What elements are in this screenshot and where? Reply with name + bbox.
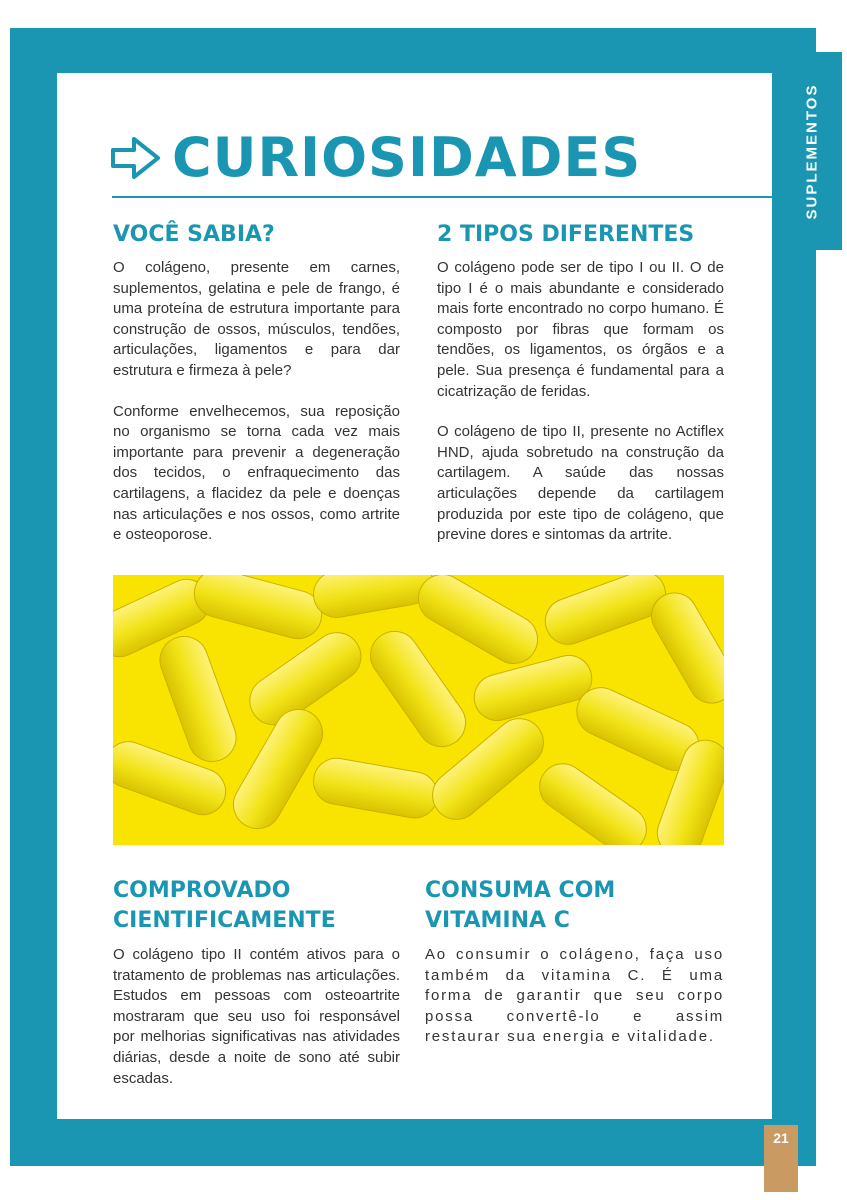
paragraph: O colágeno, presente em carnes, suplementos, gelatina e pele de frango, é uma proteína de estrutura importante para construção de ossos, músculos, tendões, articulações, ligamentos e para dar estrutura e firmeza à pele? <box>113 259 400 379</box>
voce-sabia-body <box>113 258 400 546</box>
capsules-photo <box>113 575 724 845</box>
paragraph: Ao consumir o colágeno, faça uso também da vitamina C. É uma forma de garantir que seu corpo possa convertê-lo e assim restaurar sua energia e vitalidade. <box>425 946 724 1046</box>
section-tab-label <box>782 52 842 250</box>
vitamina-c-body <box>425 945 724 1048</box>
section-tab-text: SUPLEMENTOS <box>803 83 821 219</box>
page-number: 21 <box>773 1130 789 1146</box>
paragraph: O colágeno tipo II contém ativos para o tratamento de problemas nas articulações. Estudos em pessoas com osteoartrite mostraram que seu uso foi responsável por melhorias significativas nas atividades diárias, desde a noite de sono até subir escadas. <box>113 946 400 1087</box>
paragraph: Conforme envelhecemos, sua reposição no organismo se torna cada vez mais importante para prevenir a degeneração dos tecidos, o enfraquecimento das cartilagens, a flacidez da pele e doenças nas articulações e nos ossos, como artrite e osteoporose. <box>113 402 400 544</box>
heading-dois-tipos: 2 TIPOS DIFERENTES <box>437 222 695 247</box>
title-divider <box>112 196 780 198</box>
heading-voce-sabia: VOCÊ SABIA? <box>113 222 275 247</box>
heading-line: COMPROVADO <box>113 878 291 903</box>
dois-tipos-body <box>437 258 724 546</box>
comprovado-body <box>113 945 400 1089</box>
heading-comprovado <box>113 876 336 936</box>
paragraph: O colágeno de tipo II, presente no Actiflex HND, ajuda sobretudo na construção da cartilagem. A saúde das nossas articulações depende da cartilagem produzida por este tipo de colágeno, que previne dores e sintomas da artrite. <box>437 423 724 544</box>
page-title: CURIOSIDADES <box>172 126 642 189</box>
heading-line: VITAMINA C <box>425 908 570 933</box>
paragraph: O colágeno pode ser de tipo I ou II. O de tipo I é o mais abundante e considerado mais forte encontrado no corpo humano. É composto por fibras que formam os tendões, os ligamentos, os órgãos e a pele. Sua presença é fundamental para a cicatrização de feridas. <box>437 259 724 400</box>
heading-vitamina-c <box>425 876 615 936</box>
heading-line: CIENTIFICAMENTE <box>113 908 336 933</box>
arrow-right-icon <box>110 134 162 182</box>
heading-line: CONSUMA COM <box>425 878 616 903</box>
